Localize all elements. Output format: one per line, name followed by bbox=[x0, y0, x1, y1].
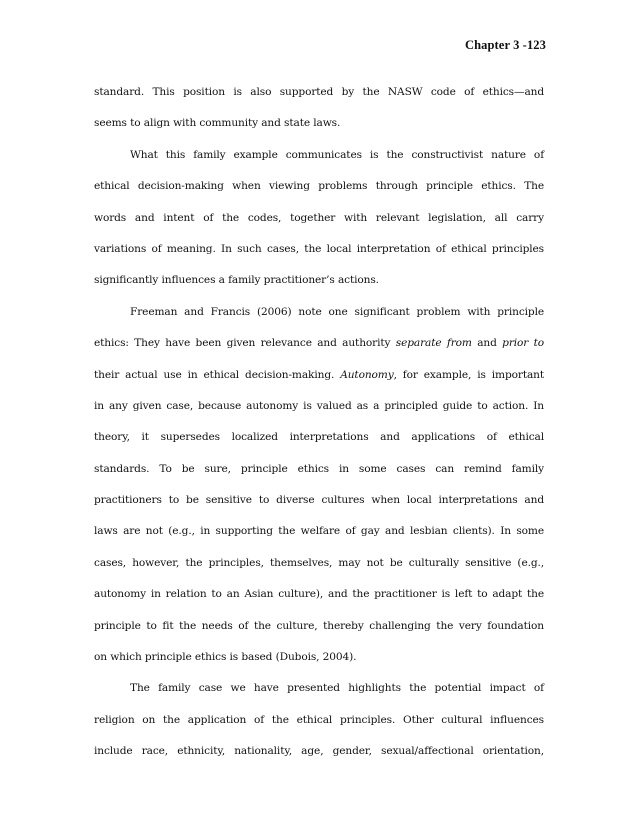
text-line: significantly influences a family practitioner’s actions. bbox=[94, 274, 379, 287]
text-line: seems to align with community and state laws. bbox=[94, 117, 341, 130]
text-line: Freeman and Francis (2006) note one significant problem with principle bbox=[130, 305, 544, 318]
text-line: The family case we have presented highlights the potential impact of bbox=[130, 682, 544, 695]
paragraph-4 bbox=[94, 673, 544, 767]
text-line: theory, it supersedes localized interpretations and applications of ethical bbox=[94, 431, 544, 444]
page-header: Chapter 3 -123 bbox=[464, 38, 546, 52]
paragraph-2 bbox=[94, 140, 544, 297]
text-line: standard. This position is also supported by the NASW code of ethics—and bbox=[94, 86, 544, 98]
text-line: variations of meaning. In such cases, the local interpretation of ethical principles bbox=[94, 242, 544, 255]
text-line: on which principle ethics is based (Dubois, 2004). bbox=[94, 651, 357, 664]
text-line: practitioners to be sensitive to diverse cultures when local interpretations and bbox=[94, 494, 544, 507]
text-line: in any given case, because autonomy is valued as a principled guide to action. In bbox=[94, 399, 544, 412]
text-line: ethical decision-making when viewing problems through principle ethics. The bbox=[94, 180, 544, 193]
text-run: ethics: They have been given relevance and authority bbox=[94, 337, 396, 350]
text-line: What this family example communicates is the constructivist nature of bbox=[130, 148, 544, 161]
text-run: their actual use in ethical decision-making. bbox=[94, 368, 341, 381]
emphasis-text: Autonomy bbox=[340, 368, 394, 381]
text-run: and bbox=[471, 337, 503, 350]
text-line: standards. To be sure, principle ethics in some cases can remind family bbox=[94, 462, 544, 475]
text-run: , for example, is important bbox=[393, 368, 544, 381]
text-line bbox=[94, 328, 544, 359]
text-line: laws are not (e.g., in supporting the welfare of gay and lesbian clients). In some bbox=[94, 525, 544, 538]
text-line: words and intent of the codes, together with relevant legislation, all carry bbox=[94, 211, 544, 224]
emphasis-text: prior to bbox=[502, 337, 545, 350]
body-text bbox=[94, 77, 544, 768]
text-line: principle to fit the needs of the culture, thereby challenging the very foundation bbox=[94, 619, 544, 632]
text-line: autonomy in relation to an Asian culture), and the practitioner is left to adapt the bbox=[94, 588, 544, 601]
text-line: cases, however, the principles, themselves, may not be culturally sensitive (e.g., bbox=[94, 556, 544, 569]
emphasis-text: separate from bbox=[395, 337, 472, 350]
text-line: include race, ethnicity, nationality, age, gender, sexual/affectional orientation, bbox=[94, 745, 544, 758]
text-line bbox=[94, 360, 544, 391]
paragraph-3 bbox=[94, 297, 544, 674]
text-line: religion on the application of the ethical principles. Other cultural influences bbox=[94, 713, 544, 726]
paragraph-1 bbox=[94, 77, 544, 140]
